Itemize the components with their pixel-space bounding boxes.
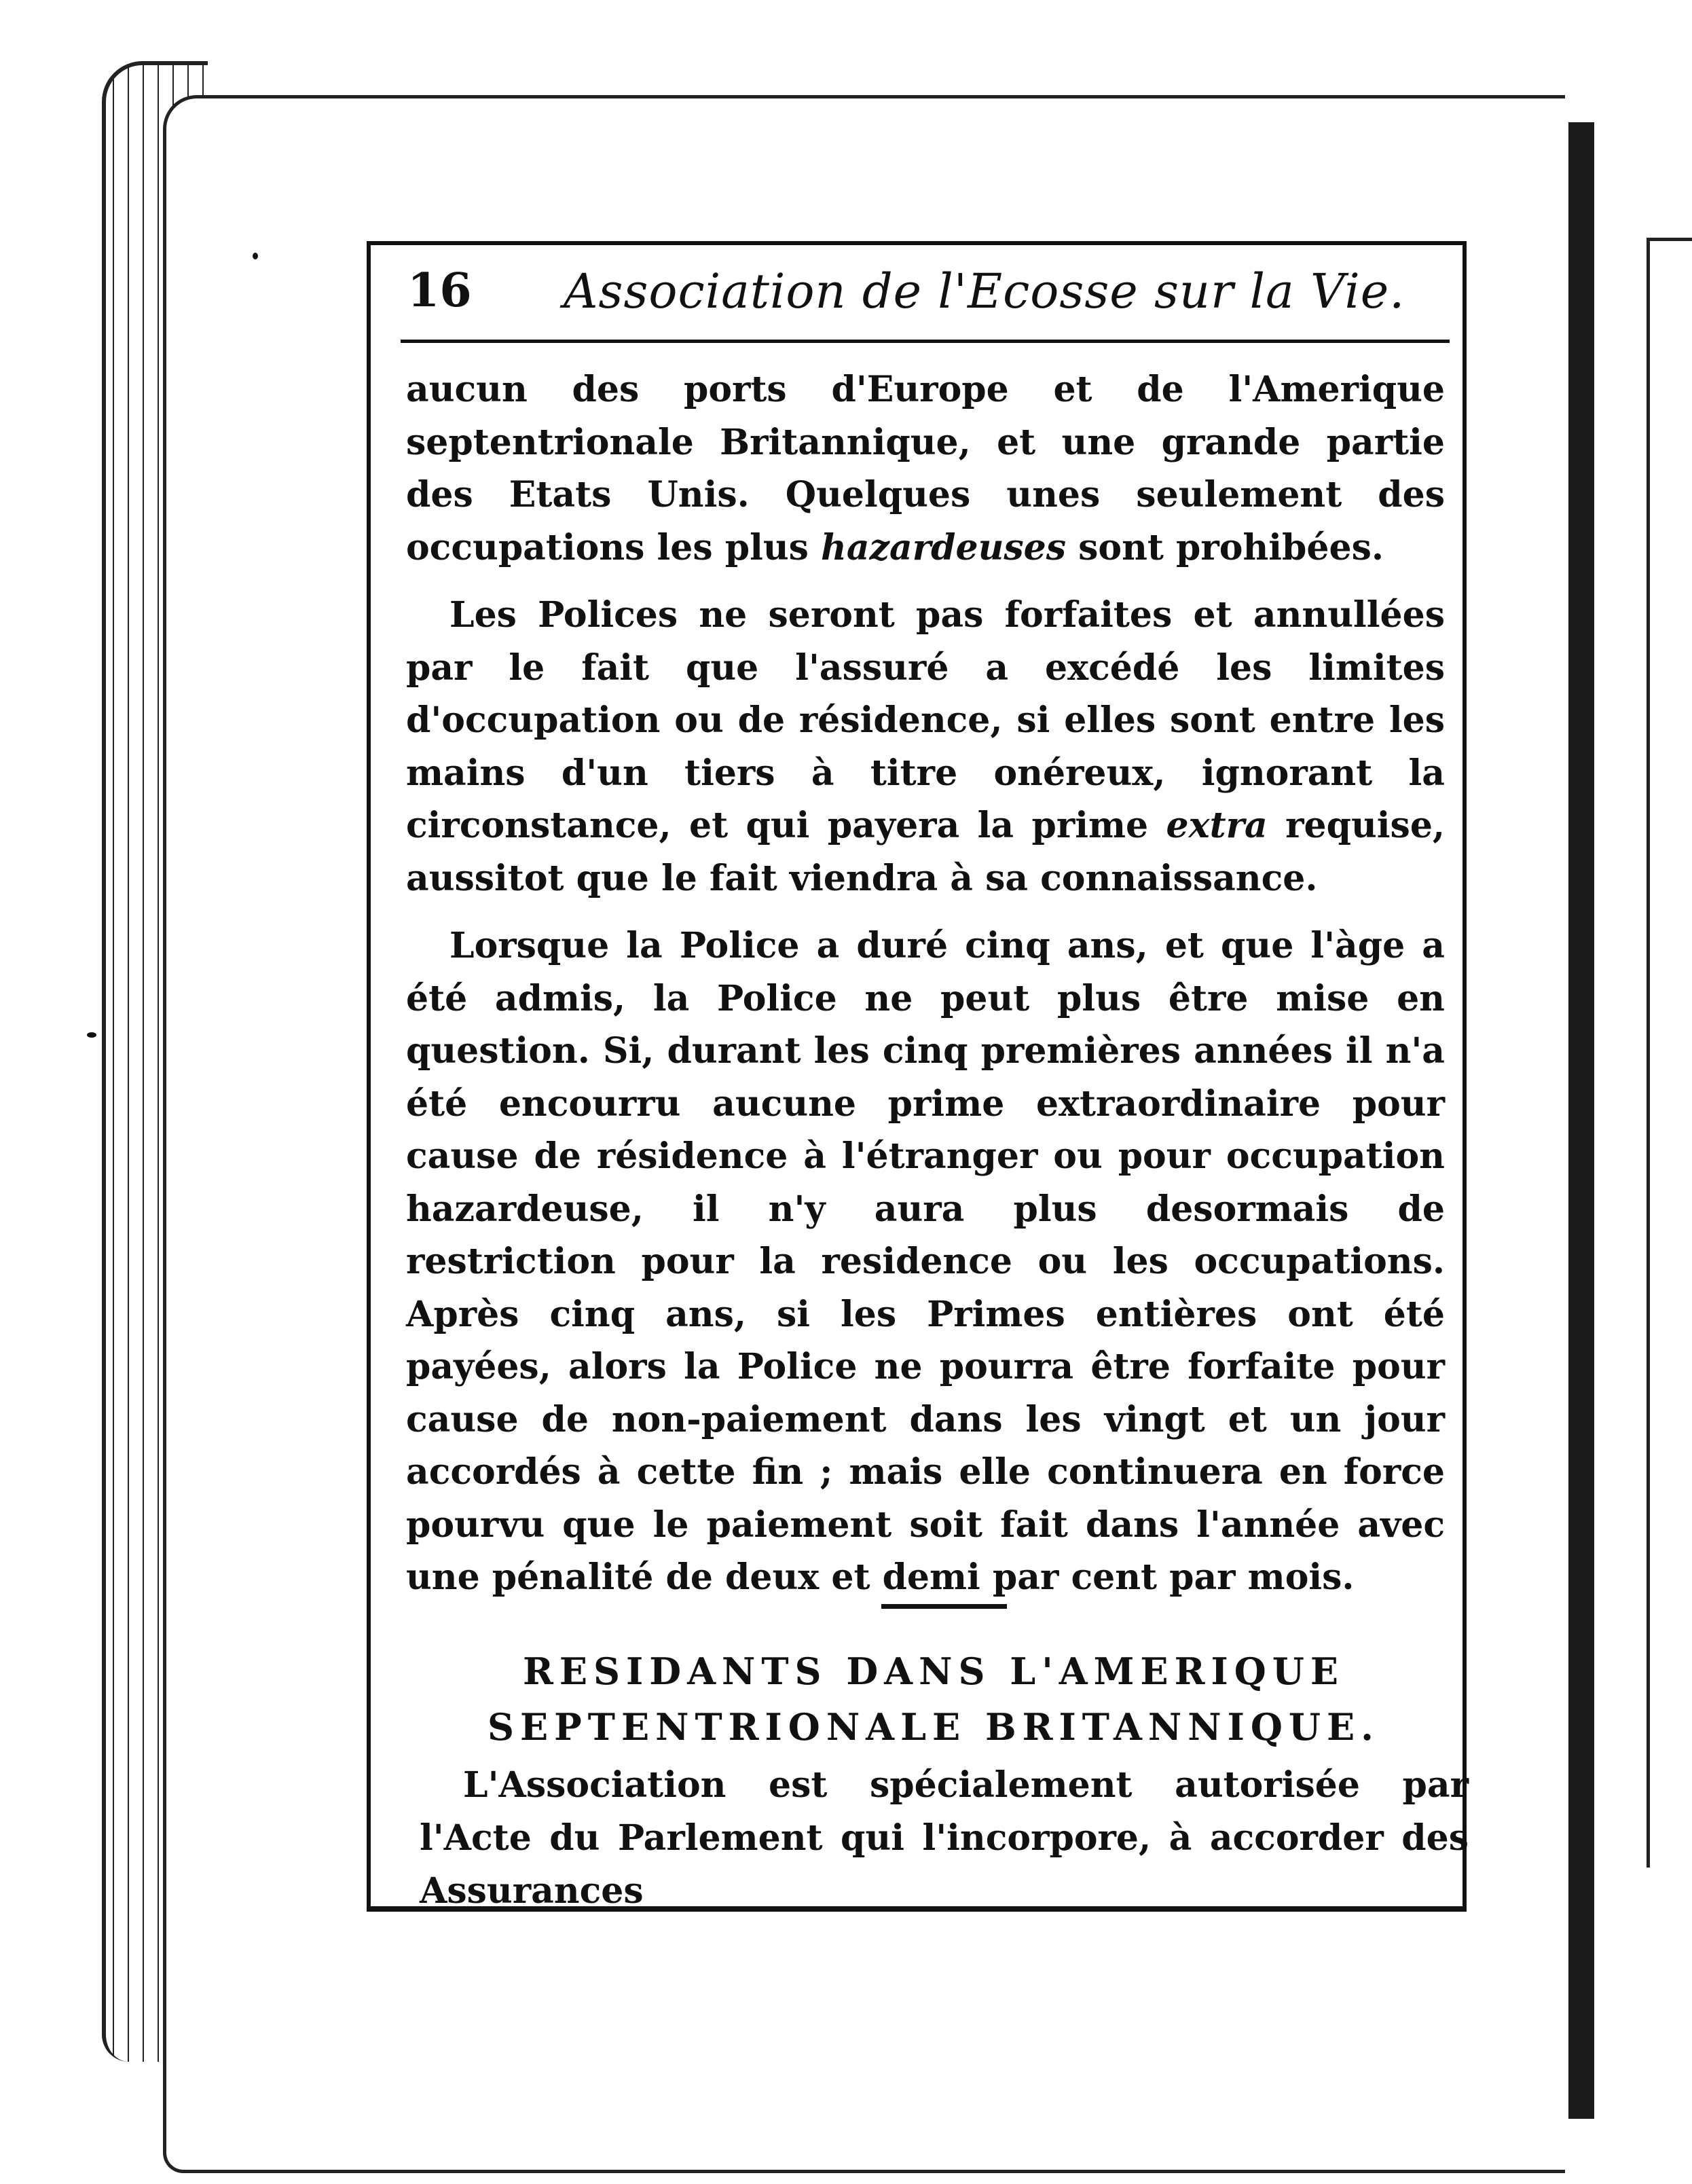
facing-page-frame-top bbox=[1647, 238, 1692, 241]
body-text bbox=[406, 363, 1445, 1604]
section-divider bbox=[881, 1604, 1007, 1609]
section-body bbox=[420, 1759, 1469, 1918]
ink-speck bbox=[253, 253, 258, 259]
italic-term: extra bbox=[1166, 805, 1268, 846]
header-rule bbox=[401, 340, 1450, 343]
ink-speck bbox=[87, 1032, 96, 1038]
paragraph-1: aucun des ports d'Europe et de l'Amerique septentrionale Britannique, et une grande partie des Etats Unis. Quelques unes seulement des occupations les plus hazardeuses sont prohibées. bbox=[406, 369, 1445, 568]
paragraph-3: Lorsque la Police a duré cinq ans, et que l'àge a été admis, la Police ne peut plus être mise en question. Si, durant les cinq premières années il n'a été encourru aucune prime extraordinaire pour cause de résidence à l'étranger ou pour occupation hazardeuse, il n'y aura plus desormais de restriction pour la residence ou les occupations. Après cinq ans, si les Primes entières ont été payées, alors la Police ne pourra être forfaite pour cause de non-paiement dans les vingt et un jour accordés à cette fin ; mais elle continuera en force pourvu que le paiement soit fait dans l'année avec une pénalité de deux et demi par cent par mois. bbox=[406, 925, 1445, 1598]
running-head: Association de l'Ecosse sur la Vie. bbox=[564, 263, 1405, 319]
facing-page-frame-edge bbox=[1647, 238, 1650, 1868]
italic-term: hazardeuses bbox=[821, 526, 1067, 568]
section-paragraph: L'Association est spécialement autorisée par l'Acte du Parlement qui l'incorpore, à accorder des Assurances bbox=[420, 1764, 1469, 1912]
page-header bbox=[407, 263, 1453, 331]
paragraph-2: Les Polices ne seront pas forfaites et annullées par le fait que l'assuré a excédé les limites d'occupation ou de résidence, si elles sont entre les mains d'un tiers à titre onéreux, ignorant la circonstance, et qui payera la prime extra requise, aussitot que le fait viendra à sa connaissance. bbox=[406, 594, 1446, 899]
book-gutter bbox=[1568, 122, 1594, 2119]
facing-page bbox=[1594, 122, 1692, 2119]
section-title: RESIDANTS DANS L'AMERIQUE SEPTENTRIONALE BRITANNIQUE. bbox=[488, 1650, 1380, 1749]
page-number: 16 bbox=[407, 263, 472, 318]
